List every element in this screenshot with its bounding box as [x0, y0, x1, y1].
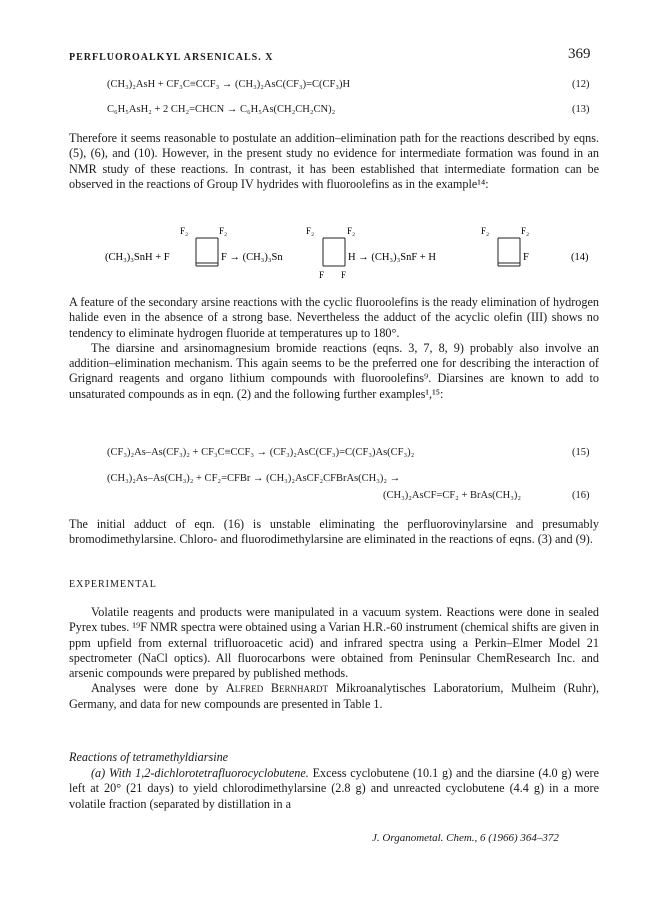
equation-15: (CF₃)₂As–As(CF₃)₂ + CF₃C≡CCF₃ → (CF₃)₂AsC(CF₃)=C(CF₃)As(CF₃)₂ — [107, 447, 415, 458]
equation-13-number: (13) — [572, 104, 590, 115]
paragraph-reactions — [69, 766, 599, 812]
analyses-text-a: Analyses were done by — [91, 681, 226, 696]
paragraph-text: Volatile reagents and products were manipulated in a vacuum system. Reactions were done in sealed Pyrex tubes. ¹⁹F NMR spectra were obtained using a Varian H.R.-60 instrument (chemical shifts are given in ppm upfield from external trifluoroacetic acid) and infrared spectra using a Perkin–Elmer Model 21 spectrometer (NaCl optics). All fluorocarbons were obtained from Peninsular ChemResearch Inc. and arsenic compounds were prepared by published methods. — [69, 605, 599, 681]
paragraph-text: A feature of the secondary arsine reactions with the cyclic fluoroolefins is the ready elimination of hydrogen halide even in the absence of a strong base. Nevertheless the adduct of the acyclic olefin (III) shows no tendency to eliminate hydrogen fluoride at temperatures up to 180°. — [69, 295, 599, 340]
ring2-f-right: F — [341, 270, 347, 280]
eq14-arrow-2: H → (CH₃)₃SnF + H — [348, 252, 436, 263]
page-number: 369 — [568, 46, 591, 62]
equation-16-line-1: (CH₃)₂As–As(CH₃)₂ + CF₂=CFBr → (CH₃)₂AsCF₂CFBrAs(CH₃)₂ → — [107, 473, 401, 484]
paragraph-addition-elimination — [69, 131, 599, 192]
analyst-name: Alfred Bernhardt — [225, 681, 329, 696]
analyses-text-b: Mikroanalytisches Laboratorium, Mulheim (Ruhr), Germany, and data for new compounds are presented in Table 1. — [69, 681, 599, 711]
paragraph-text: Therefore it seems reasonable to postulate an addition–elimination path for the reactions described by eqns. (5), (6), and (10). However, in the present study no evidence for intermediate formation was found in an NMR study of these reactions. In contrast, it has been established that intermediate formation can be observed in the reactions of Group IV hydrides with fluoroolefins as in the example¹⁴: — [69, 131, 599, 191]
equation-12: (CH₃)₂AsH + CF₃C≡CCF₃ → (CH₃)₂AsC(CF₃)=C(CF₃)H — [107, 79, 351, 90]
ring2-f2-right: F₂ — [347, 226, 356, 236]
ring2-f2-left: F₂ — [306, 226, 315, 236]
cyclobutene-ring-3 — [481, 226, 529, 266]
paragraph-text: The initial adduct of eqn. (16) is unstable eliminating the perfluorovinylarsine and presumably bromodimethylarsine. Chloro- and fluorodimethylarsine are eliminated in the reactions of eqns. (3) and (9). — [69, 517, 599, 547]
paragraph-text: The diarsine and arsinomagnesium bromide reactions (eqns. 3, 7, 8, 9) probably also involve an addition–elimination mechanism. This again seems to be the preferred one for describing the interaction of Grignard reagents and organo lithium compounds with fluoroolefins⁹. Diarsines are known to add to unsaturated compounds as in eqn. (2) and the following further examples¹,¹⁵: — [69, 340, 599, 401]
ring1-f2-left: F₂ — [180, 226, 189, 236]
eq14-end: F — [523, 252, 529, 263]
equation-14-number: (14) — [571, 252, 589, 263]
equation-13: C₆H₅AsH₂ + 2 CH₂=CHCN → C₆H₅As(CH₂CH₂CN)₂ — [107, 104, 336, 115]
section-heading: EXPERIMENTAL — [69, 579, 157, 590]
ring2-f-left: F — [319, 270, 325, 280]
equation-16-number: (16) — [572, 490, 590, 501]
paragraph-reaction-a — [69, 766, 599, 812]
running-title: PERFLUOROALKYL ARSENICALS. X — [69, 52, 274, 63]
ring1-f2-right: F₂ — [219, 226, 228, 236]
equation-12-number: (12) — [572, 79, 590, 90]
eq14-reactant: (CH₃)₃SnH + F — [105, 252, 170, 263]
paragraph-secondary-arsine — [69, 295, 599, 402]
paragraph-analyses — [69, 681, 599, 712]
equation-14-diagram — [100, 222, 600, 282]
subheading: Reactions of tetramethyldiarsine — [69, 750, 229, 764]
ring3-f2-left: F₂ — [481, 226, 490, 236]
paragraph-experimental — [69, 605, 599, 712]
reaction-a-text: Excess cyclobutene (10.1 g) and the diarsine (4.0 g) were left at 20° (21 days) to yield chlorodimethylarsine (2.8 g) and unreacted cyclobutene (4.4 g) in a more volatile fraction (separated by distillation in a — [69, 766, 599, 811]
eq14-arrow-1: F → (CH₃)₃Sn — [221, 252, 283, 263]
equation-15-number: (15) — [572, 447, 590, 458]
journal-footer: J. Organometal. Chem., 6 (1966) 364–372 — [372, 832, 559, 844]
ring3-f2-right: F₂ — [521, 226, 530, 236]
equation-16-line-2: (CH₃)₂AsCF=CF₂ + BrAs(CH₃)₂ — [383, 490, 522, 501]
paragraph-initial-adduct — [69, 517, 599, 548]
reaction-a-label: (a) With 1,2-dichlorotetrafluorocyclobutene. — [91, 766, 309, 780]
